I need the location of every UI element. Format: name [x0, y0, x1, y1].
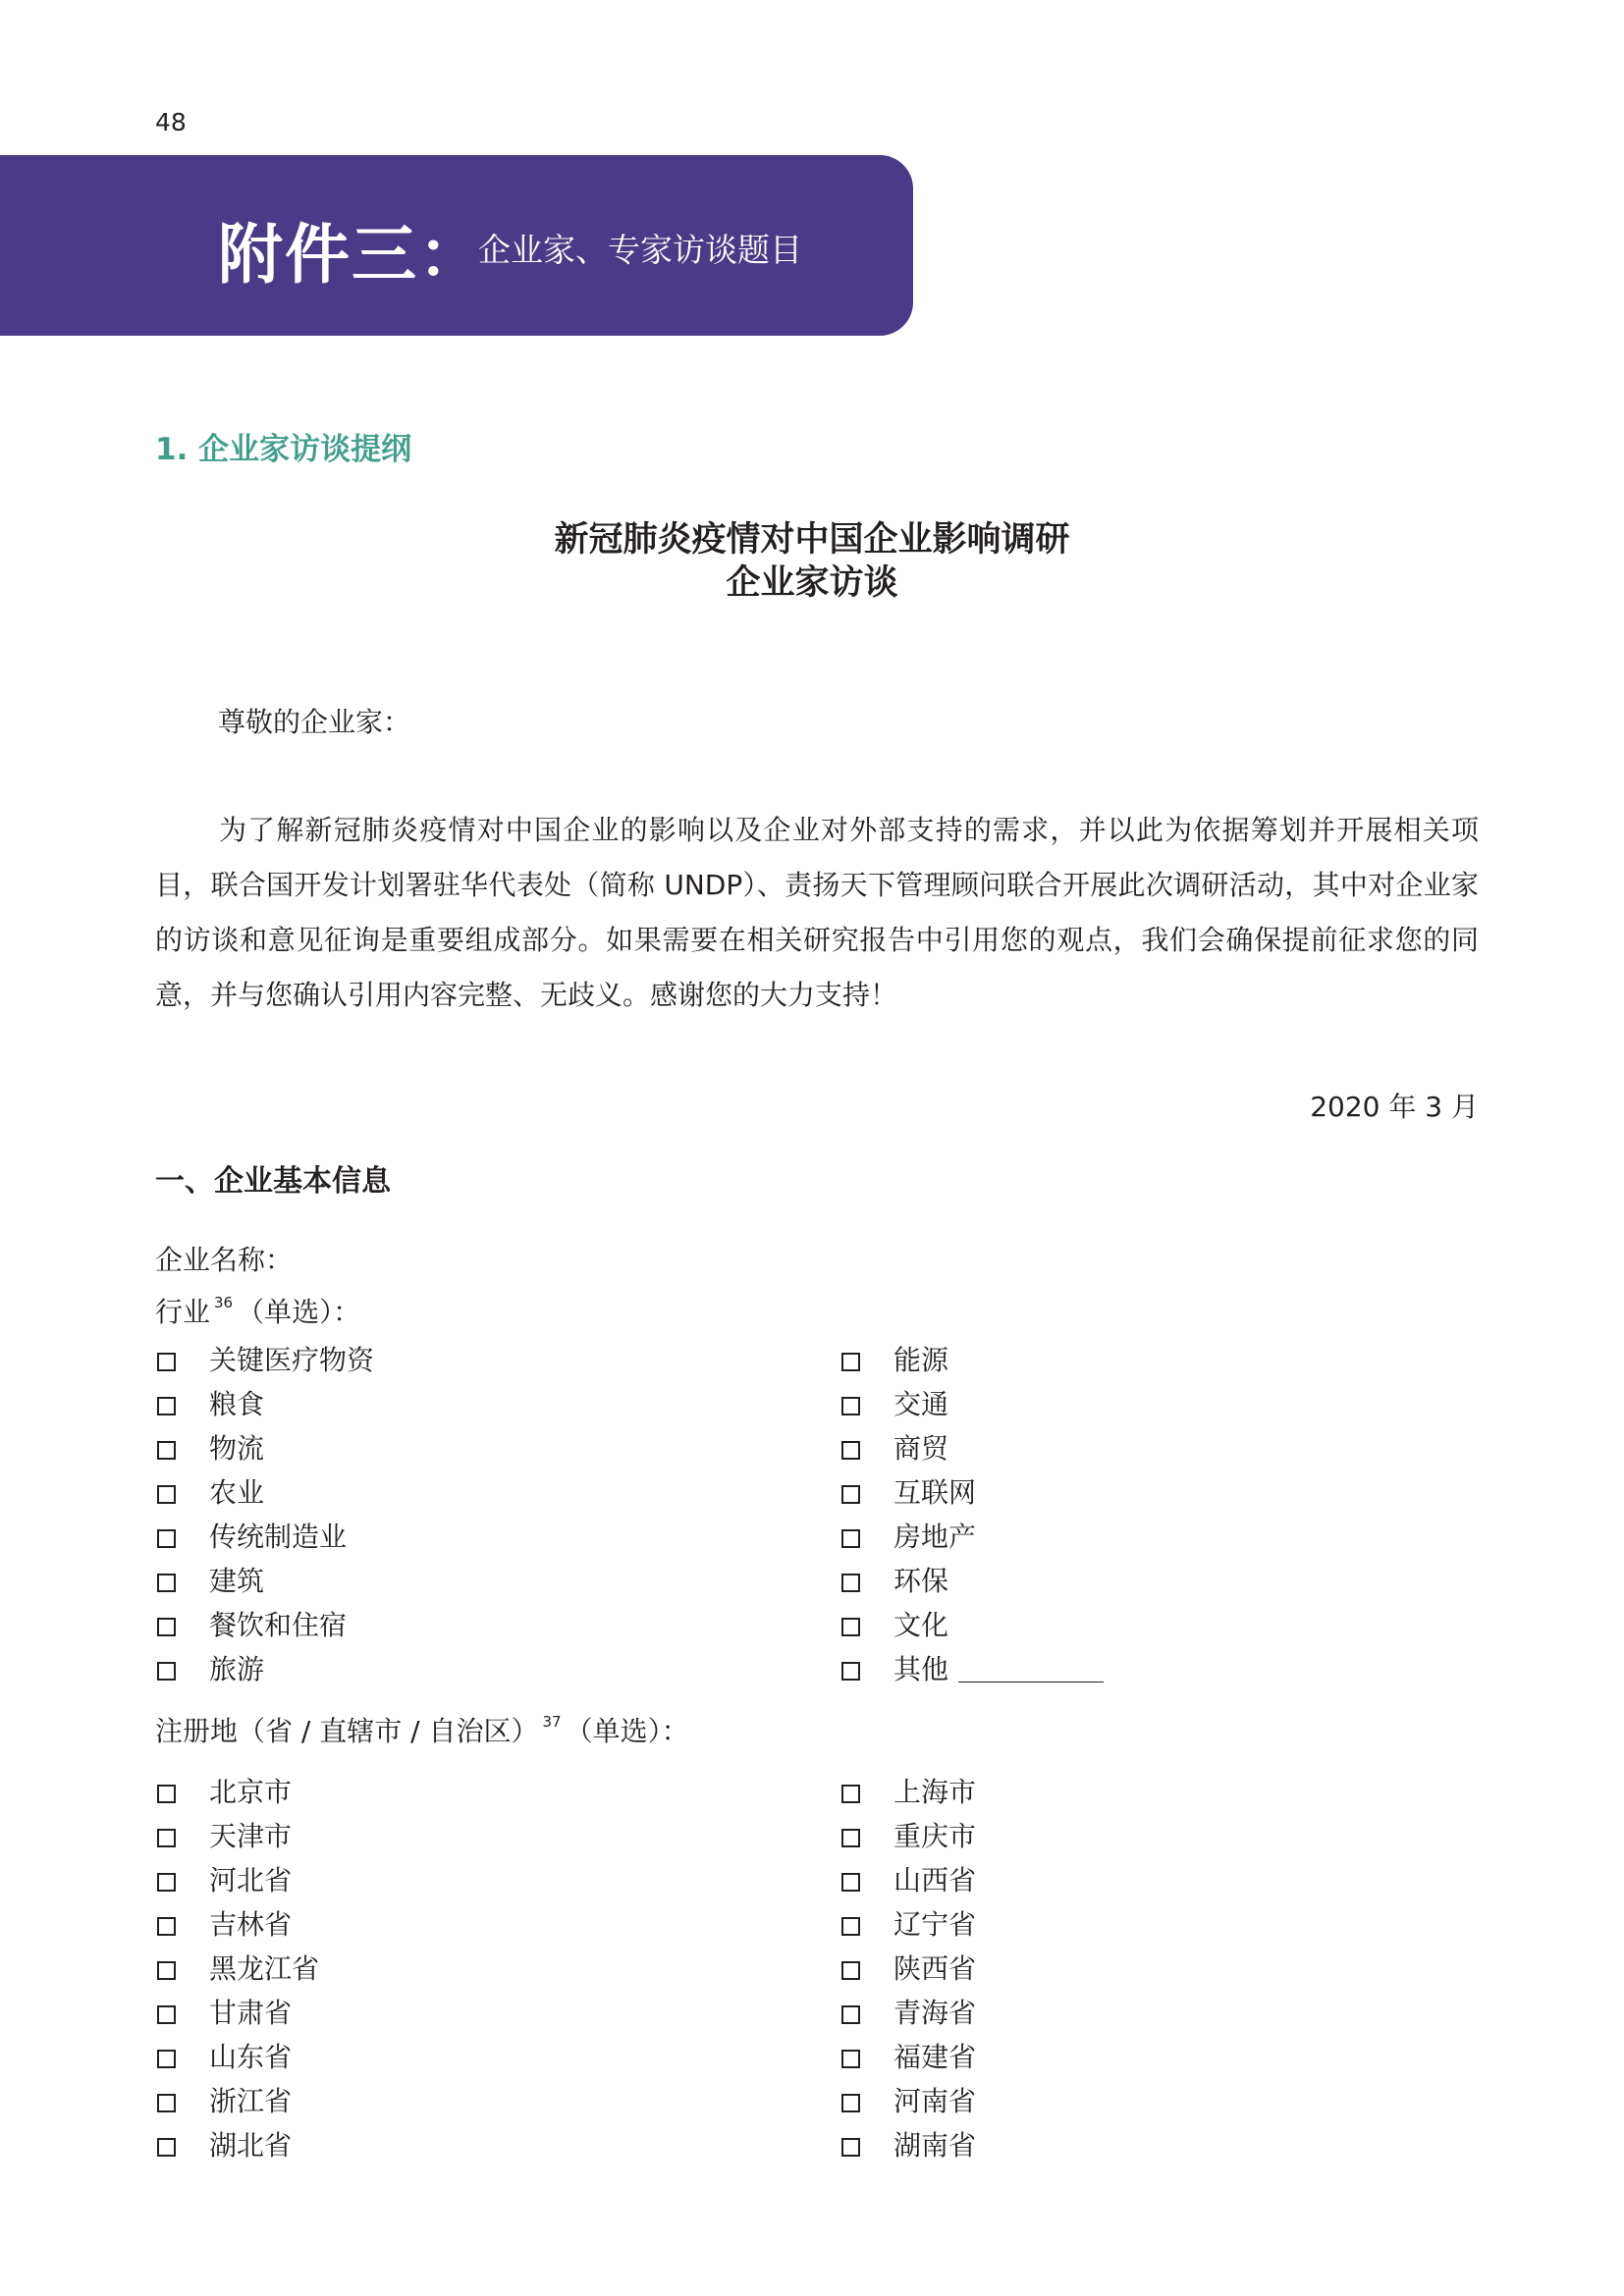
- industry-label: [155, 1291, 360, 1330]
- option-label: 山东省: [209, 2041, 293, 2073]
- option-label: 山西省: [893, 1864, 977, 1896]
- option-label: 餐饮和住宿: [209, 1609, 348, 1641]
- option-label: 粮食: [209, 1388, 265, 1420]
- checkbox-icon[interactable]: [157, 1961, 176, 1980]
- salutation: 尊敬的企业家：: [218, 706, 411, 738]
- checkbox-icon[interactable]: [841, 1574, 860, 1592]
- option-label: 湖北省: [209, 2129, 293, 2162]
- option-label: 湖南省: [893, 2129, 977, 2162]
- option-label: 重庆市: [893, 1820, 977, 1852]
- page-number: 48: [155, 108, 187, 136]
- option-label: 文化: [893, 1609, 949, 1641]
- region-label-text: 注册地（省 / 直辖市 / 自治区）: [155, 1715, 539, 1747]
- option-label: 黑龙江省: [209, 1952, 320, 1985]
- checkbox-icon[interactable]: [157, 2094, 176, 2112]
- checkbox-icon[interactable]: [841, 1529, 860, 1548]
- checkbox-icon[interactable]: [841, 1917, 860, 1936]
- checkbox-icon[interactable]: [157, 1574, 176, 1592]
- checkbox-icon[interactable]: [157, 1829, 176, 1847]
- checkbox-icon[interactable]: [157, 1441, 176, 1460]
- checkbox-icon[interactable]: [841, 1618, 860, 1636]
- option-label: 能源: [893, 1344, 949, 1376]
- option-label: 北京市: [209, 1776, 293, 1808]
- checkbox-icon[interactable]: [841, 2005, 860, 2024]
- checkbox-icon[interactable]: [841, 1353, 860, 1371]
- checkbox-icon[interactable]: [841, 1662, 860, 1681]
- industry-label-suffix: （单选）：: [237, 1296, 361, 1328]
- option-label: 农业: [209, 1476, 265, 1509]
- option-label: 房地产: [893, 1521, 977, 1553]
- checkbox-icon[interactable]: [841, 2094, 860, 2112]
- checkbox-icon[interactable]: [841, 1873, 860, 1892]
- option-label: 河南省: [893, 2085, 977, 2117]
- checkbox-icon[interactable]: [841, 1829, 860, 1847]
- option-label: 旅游: [209, 1653, 265, 1685]
- section-heading: 1. 企业家访谈提纲: [155, 432, 412, 467]
- option-label: 物流: [209, 1432, 265, 1465]
- document-title: 新冠肺炎疫情对中国企业影响调研: [554, 520, 1070, 560]
- option-label: 上海市: [893, 1776, 977, 1808]
- option-label: 陕西省: [893, 1952, 977, 1985]
- option-label: 福建省: [893, 2041, 977, 2073]
- checkbox-icon[interactable]: [841, 1485, 860, 1504]
- option-label: 传统制造业: [209, 1521, 348, 1553]
- option-label: 环保: [893, 1565, 949, 1597]
- checkbox-icon[interactable]: [841, 1441, 860, 1460]
- option-label: 青海省: [893, 1997, 977, 2029]
- checkbox-icon[interactable]: [157, 2138, 176, 2157]
- fill-in-blank[interactable]: [958, 1652, 1104, 1682]
- checkbox-icon[interactable]: [157, 1353, 176, 1371]
- option-label: 河北省: [209, 1864, 293, 1896]
- checkbox-icon[interactable]: [841, 2138, 860, 2157]
- option-label: 甘肃省: [209, 1997, 293, 2029]
- option-label: 浙江省: [209, 2085, 293, 2117]
- checkbox-icon[interactable]: [157, 2005, 176, 2024]
- checkbox-icon[interactable]: [157, 1873, 176, 1892]
- document-subtitle: 企业家访谈: [726, 563, 898, 603]
- region-footnote: 37: [542, 1713, 562, 1731]
- option-label: 天津市: [209, 1820, 293, 1852]
- banner-subtitle: 企业家、专家访谈题目: [478, 231, 802, 269]
- checkbox-icon[interactable]: [157, 1485, 176, 1504]
- checkbox-icon[interactable]: [841, 1785, 860, 1803]
- option-label: 辽宁省: [893, 1908, 977, 1941]
- industry-label-text: 行业: [155, 1296, 211, 1328]
- checkbox-icon[interactable]: [157, 1618, 176, 1636]
- checkbox-icon[interactable]: [157, 2050, 176, 2068]
- checkbox-icon[interactable]: [841, 2050, 860, 2068]
- checkbox-icon[interactable]: [157, 1917, 176, 1936]
- checkbox-icon[interactable]: [157, 1785, 176, 1803]
- banner-title: 附件三：: [218, 217, 485, 293]
- checkbox-icon[interactable]: [157, 1662, 176, 1681]
- option-label: 吉林省: [209, 1908, 293, 1941]
- option-label: 建筑: [209, 1565, 265, 1597]
- option-label: 商贸: [893, 1432, 949, 1465]
- intro-paragraph: 为了解新冠肺炎疫情对中国企业的影响以及企业对外部支持的需求，并以此为依据筹划并开展相关项目，联合国开发计划署驻华代表处（简称 UNDP）、责扬天下管理顾问联合开展此次调研活动，其中对企业家的访谈和意见征询是重要组成部分。如果需要在相关研究报告中引用您的观点，我们会确保提前征求您的同意，并与您确认引用内容完整、无歧义。感谢您的大力支持！: [155, 814, 1479, 1011]
- option-label: 关键医疗物资: [209, 1344, 375, 1376]
- checkbox-icon[interactable]: [841, 1397, 860, 1415]
- document-date: 2020 年 3 月: [1310, 1091, 1479, 1123]
- option-label: 互联网: [893, 1476, 977, 1509]
- company-name-label: 企业名称：: [155, 1244, 294, 1276]
- region-label: [155, 1710, 689, 1749]
- checkbox-icon[interactable]: [157, 1397, 176, 1415]
- industry-footnote: 36: [214, 1294, 234, 1311]
- checkbox-icon[interactable]: [157, 1529, 176, 1548]
- region-label-suffix: （单选）：: [565, 1715, 689, 1747]
- option-label: 交通: [893, 1388, 949, 1420]
- option-label: 其他: [893, 1650, 1104, 1689]
- checkbox-icon[interactable]: [841, 1961, 860, 1980]
- part-heading: 一、企业基本信息: [155, 1164, 391, 1199]
